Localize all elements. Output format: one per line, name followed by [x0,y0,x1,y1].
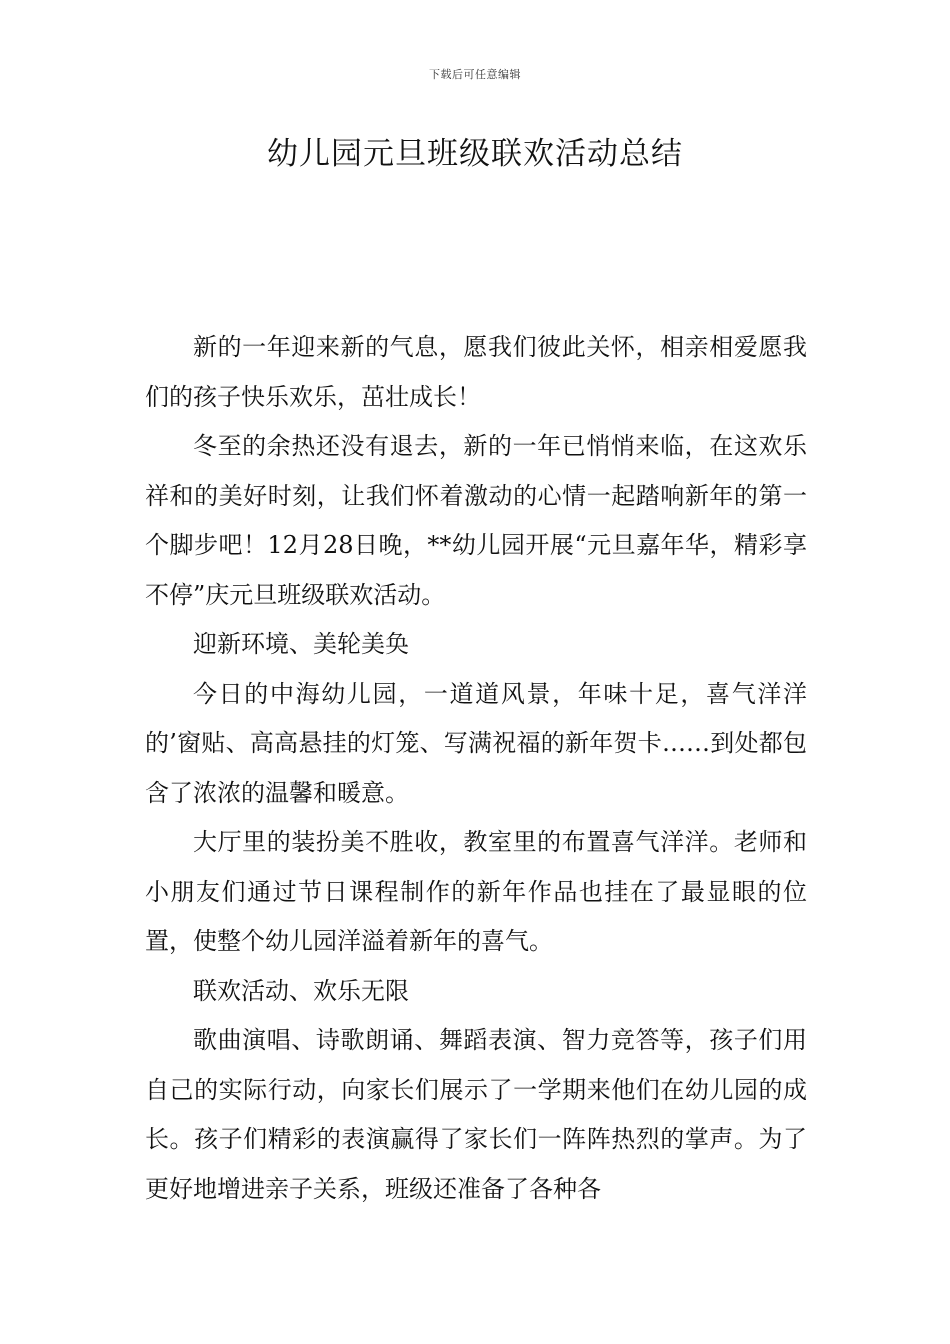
section-heading-party: 联欢活动、欢乐无限 [193,976,409,1005]
paragraph-performances: 歌曲演唱、诗歌朗诵、舞蹈表演、智力竞答等，孩子们用自己的实际行动，向家长们展示了一学期来他们在幼儿园的成长。孩子们精彩的表演赢得了家长们一阵阵热烈的掌声。为了更好地增进亲子关系，班级还准备了各种各 [145,1026,807,1203]
document-body [145,323,807,1214]
header-note: 下载后可任意编辑 [429,68,521,81]
paragraph-hall: 大厅里的装扮美不胜收，教室里的布置喜气洋洋。老师和小朋友们通过节日课程制作的新年作品也挂在了最显眼的位置，使整个幼儿园洋溢着新年的喜气。 [145,828,807,955]
paragraph-decorations: 今日的中海幼儿园，一道道风景，年味十足，喜气洋洋的’窗贴、高高悬挂的灯笼、写满祝福的新年贺卡……到处都包含了浓浓的温馨和暖意。 [145,679,807,807]
document-title: 幼儿园元旦班级联欢活动总结 [267,136,683,172]
section-heading-environment: 迎新环境、美轮美奂 [193,630,409,658]
paragraph-intro: 新的一年迎来新的气息，愿我们彼此关怀，相亲相爱愿我们的孩子快乐欢乐，茁壮成长！ [145,333,807,411]
paragraph-new-year: 冬至的余热还没有退去，新的一年已悄悄来临，在这欢乐祥和的美好时刻，让我们怀着激动的心情一起踏响新年的第一个脚步吧！12月28日晚，**幼儿园开展“元旦嘉年华，精彩享不停”庆元旦班级联欢活动。 [145,432,807,609]
